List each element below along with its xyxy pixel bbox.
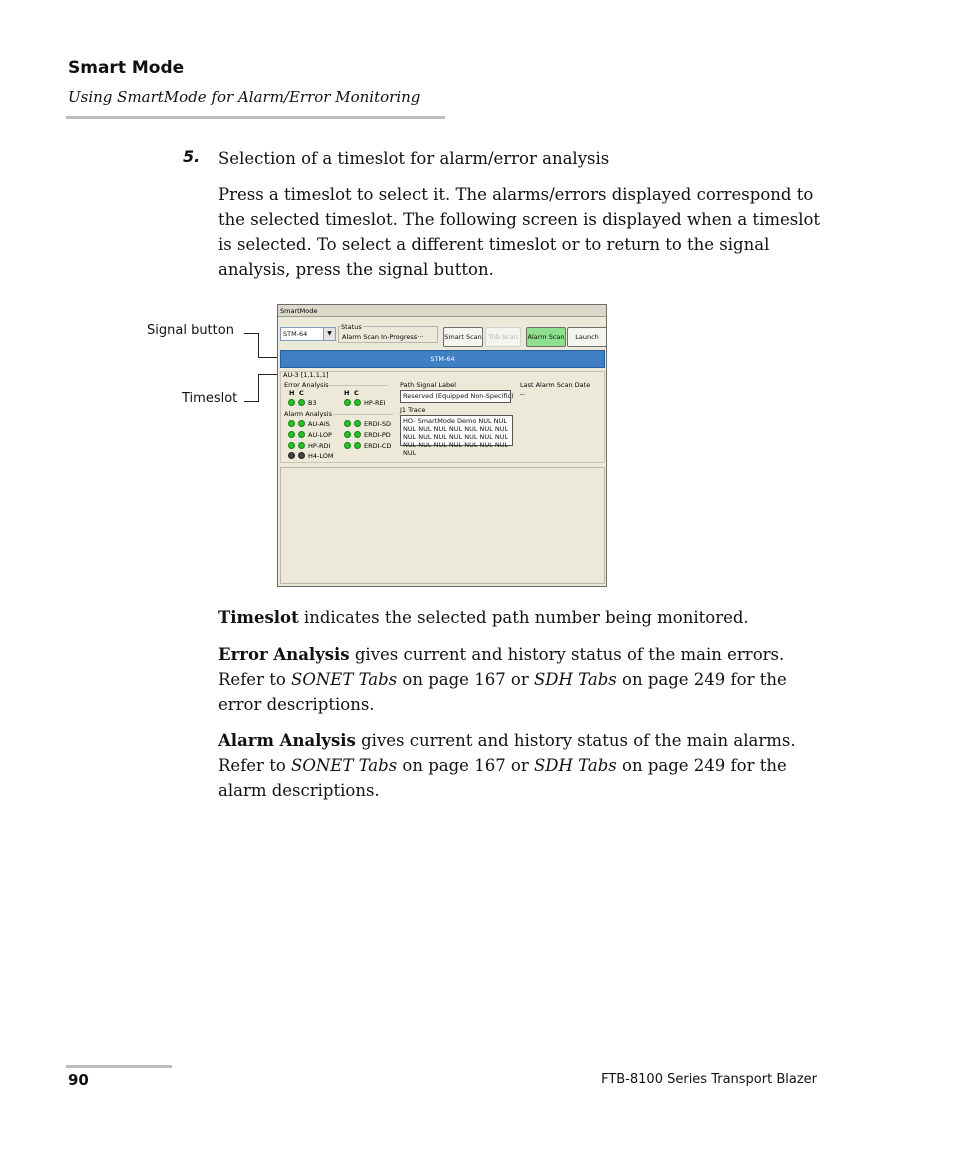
- timeslot-title: AU-3 [1,1,1,1]: [283, 371, 329, 379]
- status-led: [288, 431, 295, 438]
- error-item-b3: B3: [308, 399, 317, 407]
- window-title: SmartMode: [278, 305, 606, 317]
- status-led: [354, 420, 361, 427]
- status-led: [298, 420, 305, 427]
- status-led: [344, 431, 351, 438]
- text: indicates the selected path number being monitored.: [298, 608, 749, 627]
- text: on page 249 for the alarm descriptions.: [218, 756, 787, 800]
- text: gives current and history status of the main alarms. Refer to: [218, 731, 796, 775]
- alarm-item: AU-AIS: [308, 420, 330, 428]
- status-led: [344, 420, 351, 427]
- current-col-header: C: [299, 389, 304, 397]
- cross-reference-link[interactable]: SDH Tabs: [534, 756, 617, 775]
- callout-line: [244, 333, 258, 334]
- path-signal-label-title: Path Signal Label: [400, 381, 456, 389]
- status-led: [344, 442, 351, 449]
- signal-button[interactable]: STM-64: [280, 350, 605, 368]
- path-signal-label-field: Reserved (Equipped Non-Specific): [400, 390, 511, 403]
- status-led: [354, 431, 361, 438]
- error-analysis-title: Error Analysis: [284, 381, 329, 389]
- status-led: [288, 442, 295, 449]
- alarm-item: H4-LOM: [308, 452, 334, 460]
- error-analysis-description: [218, 642, 823, 717]
- history-col-header: H: [344, 389, 350, 397]
- group-divider: [330, 385, 388, 386]
- j1-trace-field: HO- SmartMode Demo NUL NUL NUL NUL NUL NUL NUL NUL NUL NUL NUL NUL NUL NUL NUL NUL NUL NUL NUL NUL NUL NUL NUL NUL: [400, 415, 513, 446]
- page-subtitle: Using SmartMode for Alarm/Error Monitoring: [68, 88, 421, 106]
- signal-select[interactable]: [280, 327, 336, 341]
- header-divider: [66, 116, 445, 119]
- text: on page 167 or: [397, 756, 534, 775]
- alarm-item: HP-RDI: [308, 442, 331, 450]
- smartmode-screenshot: [277, 304, 607, 587]
- step-body: Press a timeslot to select it. The alarms/errors displayed correspond to the selected timeslot. The following screen is displayed when a timeslot is selected. To select a different timeslot or to return to the signal analysis, press the signal button.: [218, 185, 821, 279]
- last-scan-value: --: [520, 390, 525, 398]
- timeslot-description: [218, 605, 823, 630]
- current-col-header: C: [354, 389, 359, 397]
- alarm-item: ERDI-PD: [364, 431, 391, 439]
- status-led: [298, 399, 305, 406]
- alarm-scan-button[interactable]: Alarm Scan: [526, 327, 566, 347]
- trib-scan-button[interactable]: Trib Scan: [485, 327, 521, 347]
- status-led: [344, 399, 351, 406]
- status-value: Alarm Scan In-Progress···: [342, 333, 424, 341]
- term: Error Analysis: [218, 645, 350, 664]
- term: Alarm Analysis: [218, 731, 356, 750]
- history-col-header: H: [289, 389, 295, 397]
- callout-line: [258, 357, 279, 358]
- footer-divider: [66, 1065, 172, 1068]
- alarm-analysis-title: Alarm Analysis: [284, 410, 332, 418]
- alarm-analysis-description: [218, 728, 823, 803]
- status-led: [298, 442, 305, 449]
- cross-reference-link[interactable]: SONET Tabs: [291, 670, 398, 689]
- step-number: 5.: [183, 147, 201, 166]
- term: Timeslot: [218, 608, 299, 627]
- callout-line: [244, 401, 258, 402]
- callout-signal-button: Signal button: [147, 323, 234, 338]
- status-led: [288, 452, 295, 459]
- status-label: Status: [341, 323, 362, 331]
- j1-trace-title: J1 Trace: [400, 406, 426, 414]
- group-divider: [333, 414, 393, 415]
- callout-line: [258, 374, 279, 375]
- status-led: [354, 399, 361, 406]
- status-led: [298, 452, 305, 459]
- status-led: [298, 431, 305, 438]
- last-scan-title: Last Alarm Scan Date: [520, 381, 591, 389]
- text: on page 249 for the error descriptions.: [218, 670, 787, 714]
- footer-product-title: FTB-8100 Series Transport Blazer: [601, 1072, 817, 1087]
- cross-reference-link[interactable]: SDH Tabs: [534, 670, 617, 689]
- callout-line: [258, 374, 259, 402]
- signal-select-value: STM-64: [283, 330, 308, 338]
- text: on page 167 or: [397, 670, 534, 689]
- callout-line: [258, 333, 259, 357]
- alarm-item: ERDI-SD: [364, 420, 392, 428]
- details-panel: [280, 467, 605, 584]
- launch-test-button[interactable]: Launch: [567, 327, 607, 347]
- error-item-hp-rei: HP-REI: [364, 399, 386, 407]
- page-number: 90: [68, 1071, 89, 1089]
- step-title: Selection of a timeslot for alarm/error analysis: [218, 149, 610, 168]
- callout-timeslot: Timeslot: [182, 391, 238, 406]
- alarm-item: ERDI-CD: [364, 442, 392, 450]
- page-section-title: Smart Mode: [68, 58, 185, 78]
- text: gives current and history status of the main errors. Refer to: [218, 645, 785, 689]
- status-led: [354, 442, 361, 449]
- smart-scan-button[interactable]: Smart Scan: [443, 327, 483, 347]
- chevron-down-icon[interactable]: ▼: [323, 328, 335, 340]
- alarm-item: AU-LOP: [308, 431, 332, 439]
- cross-reference-link[interactable]: SONET Tabs: [291, 756, 398, 775]
- status-led: [288, 399, 295, 406]
- status-led: [288, 420, 295, 427]
